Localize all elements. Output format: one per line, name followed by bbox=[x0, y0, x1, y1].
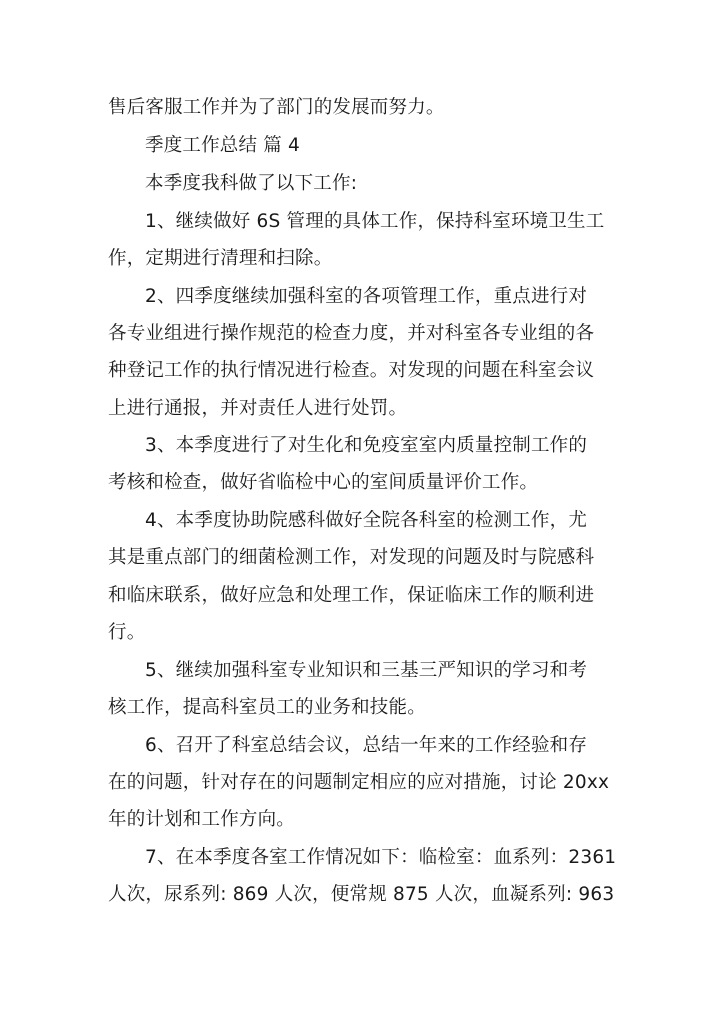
paragraph-line: 上进行通报，并对责任人进行处罚。 bbox=[108, 398, 408, 419]
paragraph-line: 3、本季度进行了对生化和免疫室室内质量控制工作的 bbox=[145, 435, 588, 456]
text-line: 本季度我科做了以下工作: bbox=[145, 173, 358, 194]
paragraph-line: 1、继续做好 6S 管理的具体工作，保持科室环境卫生工 bbox=[145, 211, 605, 232]
paragraph-line: 年的计划和工作方向。 bbox=[108, 809, 296, 830]
paragraph-line: 2、四季度继续加强科室的各项管理工作，重点进行对 bbox=[145, 286, 588, 307]
text-line: 售后客服工作并为了部门的发展而努力。 bbox=[108, 97, 445, 118]
paragraph-line: 4、本季度协助院感科做好全院各科室的检测工作，尤 bbox=[145, 510, 588, 531]
paragraph-line: 和临床联系，做好应急和处理工作，保证临床工作的顺利进 bbox=[108, 585, 595, 606]
paragraph-line: 作，定期进行清理和扫除。 bbox=[108, 248, 333, 269]
paragraph-line: 7、在本季度各室工作情况如下：临检室：血系列：2361 bbox=[145, 847, 617, 868]
paragraph-line: 行。 bbox=[108, 622, 146, 643]
paragraph-line: 在的问题，针对存在的问题制定相应的应对措施，讨论 20xx bbox=[108, 772, 610, 793]
paragraph-line: 种登记工作的执行情况进行检查。对发现的问题在科室会议 bbox=[108, 360, 595, 381]
paragraph-line: 考核和检查，做好省临检中心的室间质量评价工作。 bbox=[108, 472, 539, 493]
paragraph-line: 其是重点部门的细菌检测工作，对发现的问题及时与院感科 bbox=[108, 547, 595, 568]
paragraph-line: 5、继续加强科室专业知识和三基三严知识的学习和考 bbox=[145, 660, 588, 681]
paragraph-line: 核工作，提高科室员工的业务和技能。 bbox=[108, 697, 426, 718]
paragraph-line: 各专业组进行操作规范的检查力度，并对科室各专业组的各 bbox=[108, 323, 595, 344]
section-title: 季度工作总结 篇 4 bbox=[145, 135, 301, 156]
paragraph-line: 人次，尿系列: 869 人次，便常规 875 人次，血凝系列: 963 bbox=[108, 884, 615, 905]
paragraph-line: 6、召开了科室总结会议，总结一年来的工作经验和存 bbox=[145, 735, 588, 756]
